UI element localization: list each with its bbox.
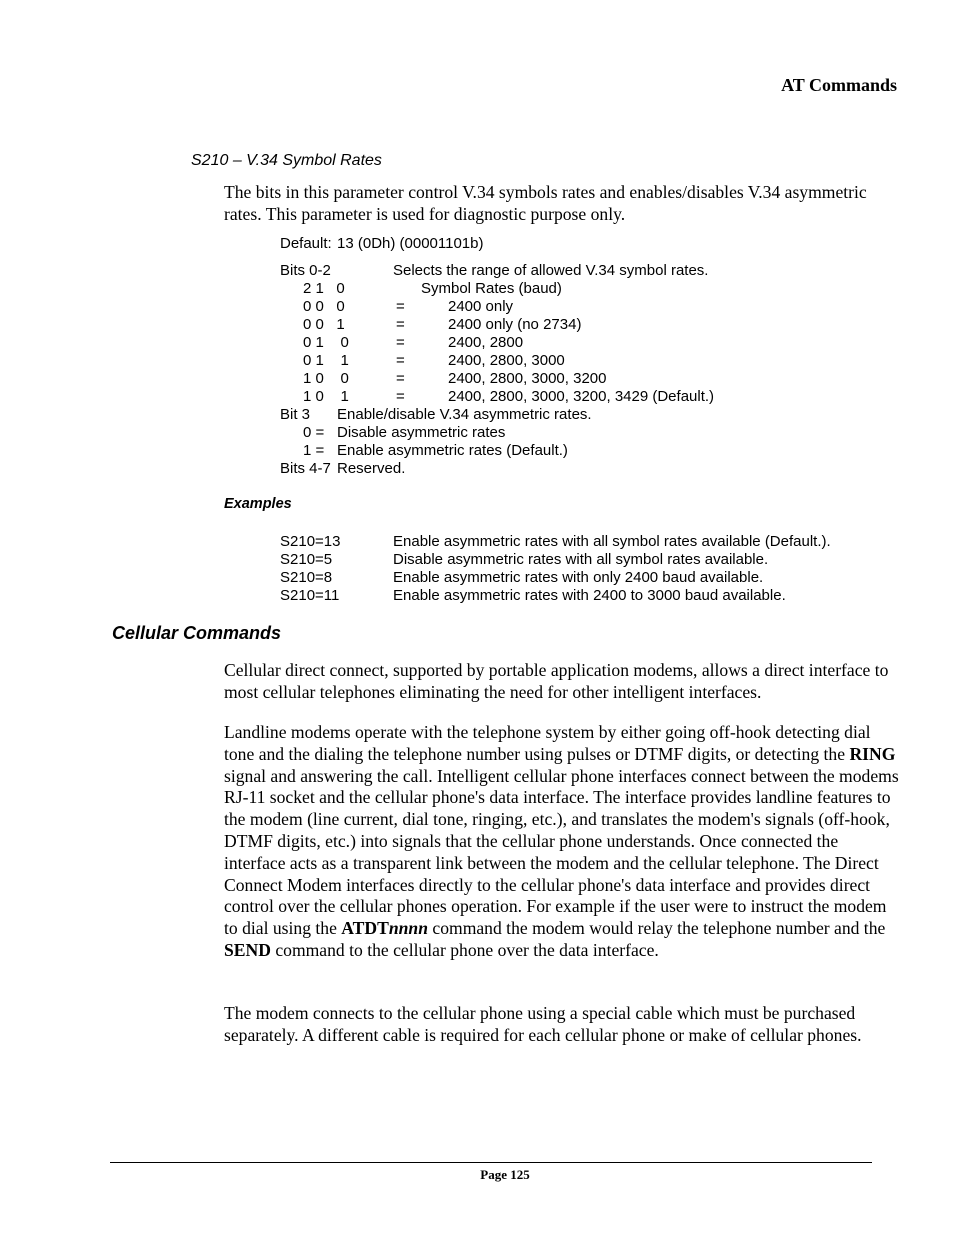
- bits02-row-bits: 1 0 1: [303, 388, 349, 405]
- example-description: Enable asymmetric rates with only 2400 baud available.: [393, 569, 764, 586]
- bits02-row-value: 2400, 2800: [448, 334, 524, 351]
- cellular-paragraph-1: Cellular direct connect, supported by portable application modems, allows a direct interface to most cellular telephones eliminating the need for other intelligent interfaces.: [224, 660, 889, 702]
- bits02-row-bits: 0 1 1: [303, 352, 349, 369]
- cellular-paragraph-2: [224, 722, 900, 962]
- bits02-row-equals: =: [396, 352, 405, 369]
- atdt-command: [341, 918, 428, 938]
- examples-heading: Examples: [224, 496, 292, 512]
- example-description: Disable asymmetric rates with all symbol rates available.: [393, 551, 769, 568]
- bits02-row-bits: 1 0 0: [303, 370, 349, 387]
- para2-text: Landline modems operate with the telephone system by either going off-hook detecting dial tone and the dialing the telephone number using pulses or DTMF digits, or detecting the: [224, 722, 871, 764]
- bits02-row-equals: =: [396, 388, 405, 405]
- running-header: AT Commands: [781, 75, 897, 95]
- bit3-row-description: Enable asymmetric rates (Default.): [337, 442, 568, 459]
- bits02-row-value: 2400, 2800, 3000, 3200: [448, 370, 607, 387]
- bits47-description: Reserved.: [337, 460, 406, 477]
- bit3-description: Enable/disable V.34 asymmetric rates.: [337, 406, 592, 423]
- bit3-row-value: 1 =: [303, 442, 325, 459]
- bits02-description: Selects the range of allowed V.34 symbol rates.: [393, 262, 709, 279]
- section-heading-cellular: Cellular Commands: [112, 623, 282, 643]
- bits02-row-bits: 0 1 0: [303, 334, 349, 351]
- bits02-row-equals: =: [396, 334, 405, 351]
- footer-rule: [110, 1162, 872, 1163]
- bits02-row-equals: =: [396, 298, 405, 315]
- page-number: Page 125: [480, 1167, 530, 1182]
- example-command: S210=8: [280, 569, 333, 586]
- bits02-column-header-bits: 2 1 0: [303, 280, 345, 297]
- ring-term: RING: [849, 743, 896, 764]
- bits02-label: Bits 0-2: [280, 262, 331, 279]
- s210-intro-paragraph: The bits in this parameter control V.34 symbols rates and enables/disables V.34 asymmetric rates. This parameter is used for diagnostic purpose only.: [224, 182, 867, 224]
- bits02-row-bits: 0 0 0: [303, 298, 345, 315]
- default-value: 13 (0Dh) (00001101b): [337, 235, 484, 252]
- section-title-s210: S210 – V.34 Symbol Rates: [191, 152, 382, 169]
- atdt-number-placeholder: nnnn: [388, 918, 428, 939]
- example-command: S210=13: [280, 533, 341, 550]
- cellular-paragraph-3: The modem connects to the cellular phone using a special cable which must be purchased separately. A different cable is required for each cellular phone or make of cellular phones.: [224, 1003, 862, 1045]
- bit3-row-description: Disable asymmetric rates: [337, 424, 506, 441]
- para2-text: signal and answering the call. Intelligent cellular phone interfaces connect between the modems RJ-11 socket and the cellular phone's data interface. The interface provides landline features to the modem (line current, dial tone, ringing, etc.), and translates the modem's signals (off-hook, DTMF digits, etc.) into signals that the cellular phone understands. Once connected the interface acts as a transparent link between the modem and the cellular telephone. The Direct Connect Modem interfaces directly to the cellular phone's data interface and provides direct control over the cellular phones operation. For example if the user were to instruct the modem to dial using the: [224, 765, 899, 939]
- send-term: SEND: [224, 939, 271, 960]
- example-command: S210=5: [280, 551, 333, 568]
- bits02-row-value: 2400 only: [448, 298, 514, 315]
- atdt-prefix: ATDT: [341, 918, 389, 939]
- bits02-row-value: 2400, 2800, 3000: [448, 352, 565, 369]
- para2-text: command to the cellular phone over the data interface.: [270, 939, 659, 960]
- para2-text: command the modem would relay the telephone number and the: [428, 918, 886, 939]
- bits02-row-value: 2400 only (no 2734): [448, 316, 582, 333]
- bit3-label: Bit 3: [280, 406, 311, 423]
- bits02-row-equals: =: [396, 370, 405, 387]
- example-description: Enable asymmetric rates with 2400 to 3000 baud available.: [393, 587, 786, 604]
- bit3-row-value: 0 =: [303, 424, 325, 441]
- default-label: Default:: [280, 235, 332, 252]
- bits47-label: Bits 4-7: [280, 460, 331, 477]
- bits02-row-value: 2400, 2800, 3000, 3200, 3429 (Default.): [448, 388, 715, 405]
- bits02-row-equals: =: [396, 316, 405, 333]
- bits02-row-bits: 0 0 1: [303, 316, 345, 333]
- example-command: S210=11: [280, 587, 340, 604]
- bits02-column-header-rates: Symbol Rates (baud): [421, 280, 562, 297]
- example-description: Enable asymmetric rates with all symbol rates available (Default.).: [393, 533, 831, 550]
